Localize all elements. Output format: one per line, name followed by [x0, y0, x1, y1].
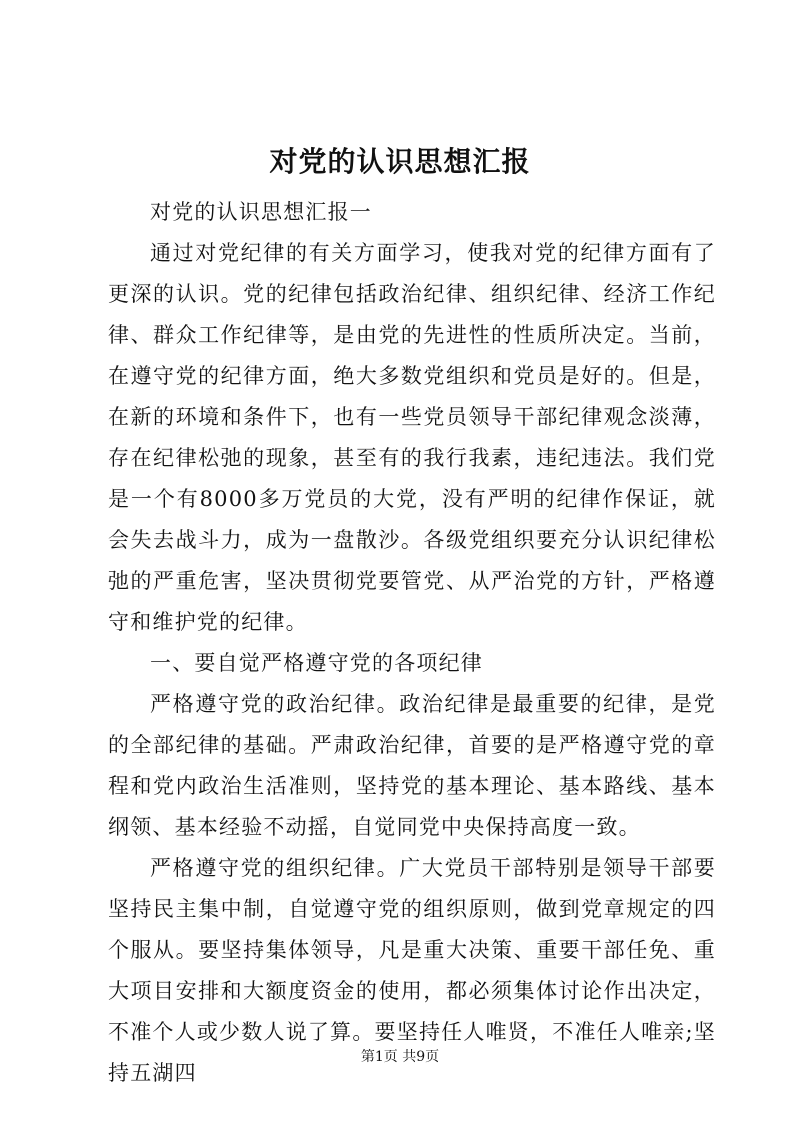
document-body — [108, 192, 716, 1094]
document-title: 对党的认识思想汇报 — [269, 145, 531, 178]
section-heading: 一、要自觉严格遵守党的各项纪律 — [150, 651, 483, 675]
paragraph-political-discipline: 严格遵守党的政治纪律。政治纪律是最重要的纪律，是党的全部纪律的基础。严肃政治纪律，首要的是严格遵守党的章程和党内政治生活准则，坚持党的基本理论、基本路线、基本纲领、基本经验不动摇，自觉同党中央保持高度一致。 — [108, 692, 716, 839]
paragraph-subtitle: 对党的认识思想汇报一 — [150, 200, 372, 224]
page-number-footer: 第1页 共9页 — [360, 1049, 440, 1065]
paragraph-organizational-discipline: 严格遵守党的组织纪律。广大党员干部特别是领导干部要坚持民主集中制，自觉遵守党的组织原则，做到党章规定的四个服从。要坚持集体领导，凡是重大决策、重要干部任免、重大项目安排和大额度资金的使用，都必须集体讨论作出决定，不准个人或少数人说了算。要坚持任人唯贤，不准任人唯亲;坚持五湖四 — [108, 856, 716, 1085]
paragraph-intro: 通过对党纪律的有关方面学习，使我对党的纪律方面有了更深的认识。党的纪律包括政治纪律、组织纪律、经济工作纪律、群众工作纪律等，是由党的先进性的性质所决定。当前，在遵守党的纪律方面，绝大多数党组织和党员是好的。但是，在新的环境和条件下，也有一些党员领导干部纪律观念淡薄，存在纪律松弛的现象，甚至有的我行我素，违纪违法。我们党是一个有8000多万党员的大党，没有严明的纪律作保证，就会失去战斗力，成为一盘散沙。各级党组织要充分认识纪律松弛的严重危害，坚决贯彻党要管党、从严治党的方针，严格遵守和维护党的纪律。 — [108, 241, 716, 634]
